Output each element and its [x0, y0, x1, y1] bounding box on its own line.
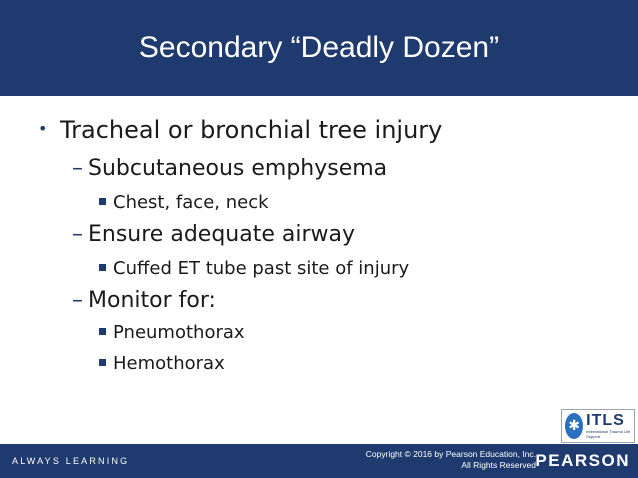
bullet-level3: [99, 192, 269, 213]
bullet-level3: [99, 258, 409, 279]
bullet-level3: [99, 322, 245, 343]
bullet-level2: [72, 288, 216, 313]
bullet-level3: [99, 353, 225, 374]
copyright-notice: [366, 449, 536, 471]
square-bullet-icon: [99, 359, 106, 366]
footer-tagline: ALWAYS LEARNING: [12, 456, 130, 466]
bullet-level3-text: Pneumothorax: [113, 322, 245, 343]
title-bar: [0, 0, 638, 96]
dash-icon: –: [72, 156, 83, 181]
logo-tagline: International Trauma Life Support: [586, 429, 631, 439]
copyright-line1: Copyright © 2016 by Pearson Education, Inc.: [365, 449, 536, 459]
bullet-level3-text: Hemothorax: [113, 353, 225, 374]
bullet-level2-text: Subcutaneous emphysema: [88, 156, 388, 181]
square-bullet-icon: [99, 328, 106, 335]
bullet-level2-text: Monitor for:: [88, 288, 216, 313]
bullet-level3-text: Chest, face, neck: [113, 192, 269, 213]
bullet-level2: [72, 156, 387, 181]
bullet-level3-text: Cuffed ET tube past site of injury: [113, 258, 410, 279]
itls-logo: [561, 409, 635, 443]
square-bullet-icon: [99, 198, 106, 205]
bullet-level2: [72, 222, 355, 247]
logo-name: ITLS: [586, 412, 625, 429]
dash-icon: –: [72, 288, 83, 313]
slide-content: [0, 96, 638, 442]
footer-bar: [0, 444, 638, 478]
bullet-level1: [38, 116, 442, 144]
star-of-life-icon: ✱: [565, 413, 583, 439]
copyright-line2: All Rights Reserved: [461, 460, 536, 470]
pearson-logo: PEARSON: [535, 451, 630, 470]
bullet-level1-text: Tracheal or bronchial tree injury: [60, 116, 443, 144]
bullet-level2-text: Ensure adequate airway: [88, 222, 355, 247]
square-bullet-icon: [99, 264, 106, 271]
dash-icon: –: [72, 222, 83, 247]
bullet-dot-icon: •: [38, 118, 48, 138]
slide-title: Secondary “Deadly Dozen”: [138, 31, 500, 64]
